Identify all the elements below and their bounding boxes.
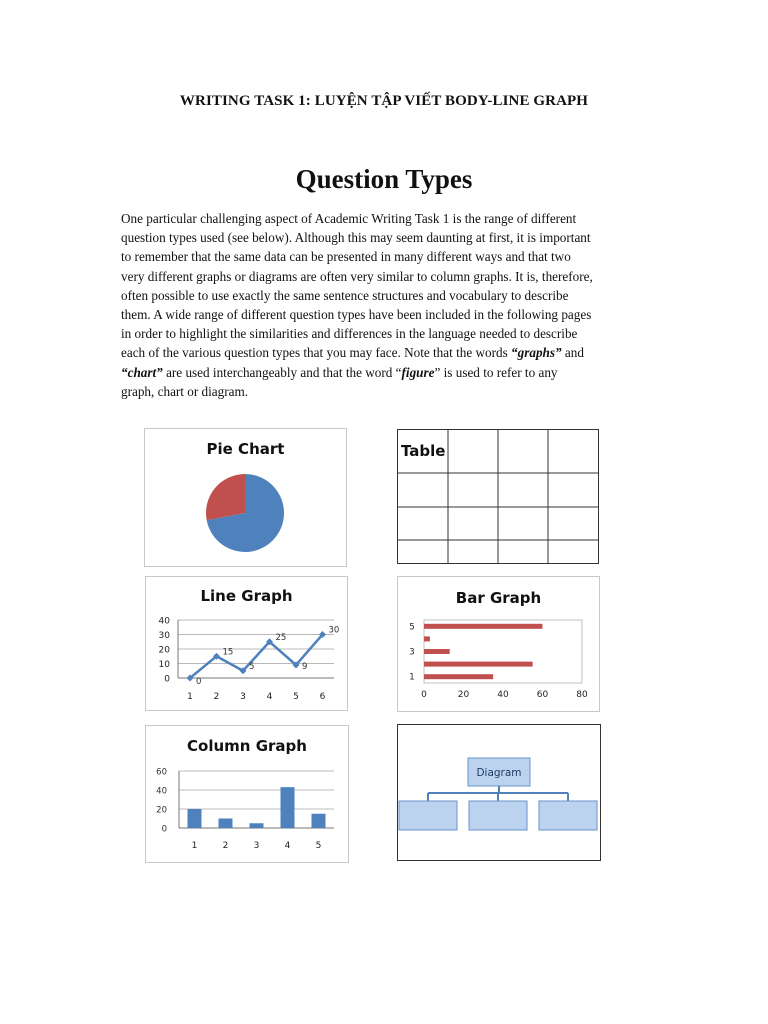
line-ytick-label: 40 [158,616,170,627]
intro-line-9-text: are used interchangeably and that the word “ [162,364,402,380]
column-bar-2 [219,819,233,829]
column-xtick-label: 5 [315,841,322,851]
bar-xtick-label: 80 [576,690,588,700]
line-xtick-label: 5 [293,692,299,702]
line-ytick-label: 0 [164,674,170,685]
intro-line-3: to remember that the same data can be presented in many different ways and that two [121,249,571,265]
intro-paragraph [121,209,617,401]
column-xtick-label: 3 [253,841,260,851]
bar-ytick-label: 3 [409,647,415,658]
question-types-heading: Question Types [295,164,473,194]
diagram-child-box-2 [469,801,527,830]
line-data-label: 5 [249,661,255,672]
line-xtick-label: 2 [213,692,220,702]
bar-xtick-label: 20 [457,690,470,700]
bar-1 [424,674,493,679]
term-figure: figure [401,364,435,380]
diagram-svg [398,725,600,860]
bar-ytick-label: 1 [409,672,415,683]
bar-xtick-label: 40 [497,690,509,700]
intro-line-10: graph, chart or diagram. [121,383,249,399]
bar-3 [424,649,450,654]
intro-line-8-end: and [561,345,584,361]
bar-graph-svg [398,577,599,711]
line-ytick-label: 30 [158,631,170,641]
intro-line-9 [121,363,617,382]
line-xtick-label: 6 [319,692,326,702]
bar-graph-title: Bar Graph [455,589,542,607]
line-data-label: 15 [222,647,234,658]
column-ytick-label: 0 [161,824,167,835]
term-chart: “chart” [121,364,163,380]
diagram-child-box-3 [539,801,597,830]
intro-line-5: often possible to use exactly the same sentence structures and vocabulary to describe [121,287,569,303]
bar-2 [424,662,533,667]
diagram-panel [397,724,601,861]
column-bar-3 [250,823,264,828]
intro-line-1: One particular challenging aspect of Academic Writing Task 1 is the range of different [121,211,577,226]
line-xtick-label: 3 [240,692,246,702]
column-xtick-label: 4 [284,841,291,851]
pie-chart-svg [145,429,346,566]
column-graph-title: Column Graph [187,737,307,755]
intro-line-8-text: each of the various question types that you may face. Note that the words [121,345,512,361]
document-title: WRITING TASK 1: LUYỆN TẬP VIẾT BODY-LINE GRAPH [179,93,589,109]
line-data-label: 30 [328,625,340,636]
intro-line-6: them. A wide range of different question types have been included in the following pages [121,307,592,323]
column-graph-svg [146,726,348,862]
line-xtick-label: 1 [187,692,193,702]
pie-chart-title: Pie Chart [206,440,285,458]
bar-xtick-label: 60 [536,690,549,700]
column-bar-5 [312,814,326,828]
line-graph-title: Line Graph [200,587,293,605]
bar-4 [424,636,430,641]
intro-line-2: question types used (see below). Although this may seem daunting at first, it is important [121,230,591,246]
diagram-root-label: Diagram [476,767,522,779]
column-xtick-label: 1 [191,841,198,851]
column-ytick-label: 20 [156,805,167,816]
bar-graph-panel [397,576,600,712]
column-bar-4 [281,787,295,828]
line-graph-svg [146,577,347,710]
bar-xtick-label: 0 [421,690,427,700]
line-ytick-label: 20 [158,645,170,656]
column-graph-panel [145,725,349,863]
column-ytick-label: 60 [156,767,167,778]
pie-slice-2 [206,474,245,520]
intro-line-9-end: ” is used to refer to any [434,364,558,380]
column-ytick-label: 40 [156,786,167,797]
line-graph-panel [145,576,348,711]
term-graphs: “graphs” [511,345,562,361]
line-xtick-label: 4 [266,692,273,702]
table-label: Table [401,442,446,460]
diagram-child-box-1 [399,801,457,830]
line-data-label: 9 [302,661,308,672]
line-data-label: 25 [275,632,287,643]
bar-ytick-label: 5 [409,622,415,633]
line-ytick-label: 10 [158,660,170,670]
pie-chart-panel [144,428,347,567]
column-bar-1 [188,809,202,828]
table-panel [397,429,599,564]
bar-5 [424,624,543,629]
column-xtick-label: 2 [222,841,229,851]
intro-line-7: in order to highlight the similarities and differences in the language needed to describe [121,326,578,342]
line-data-label: 0 [196,677,202,687]
intro-line-4: very different graphs or diagrams are often very similar to column graphs. It is, therefore, [121,268,593,284]
intro-line-8 [121,343,617,362]
